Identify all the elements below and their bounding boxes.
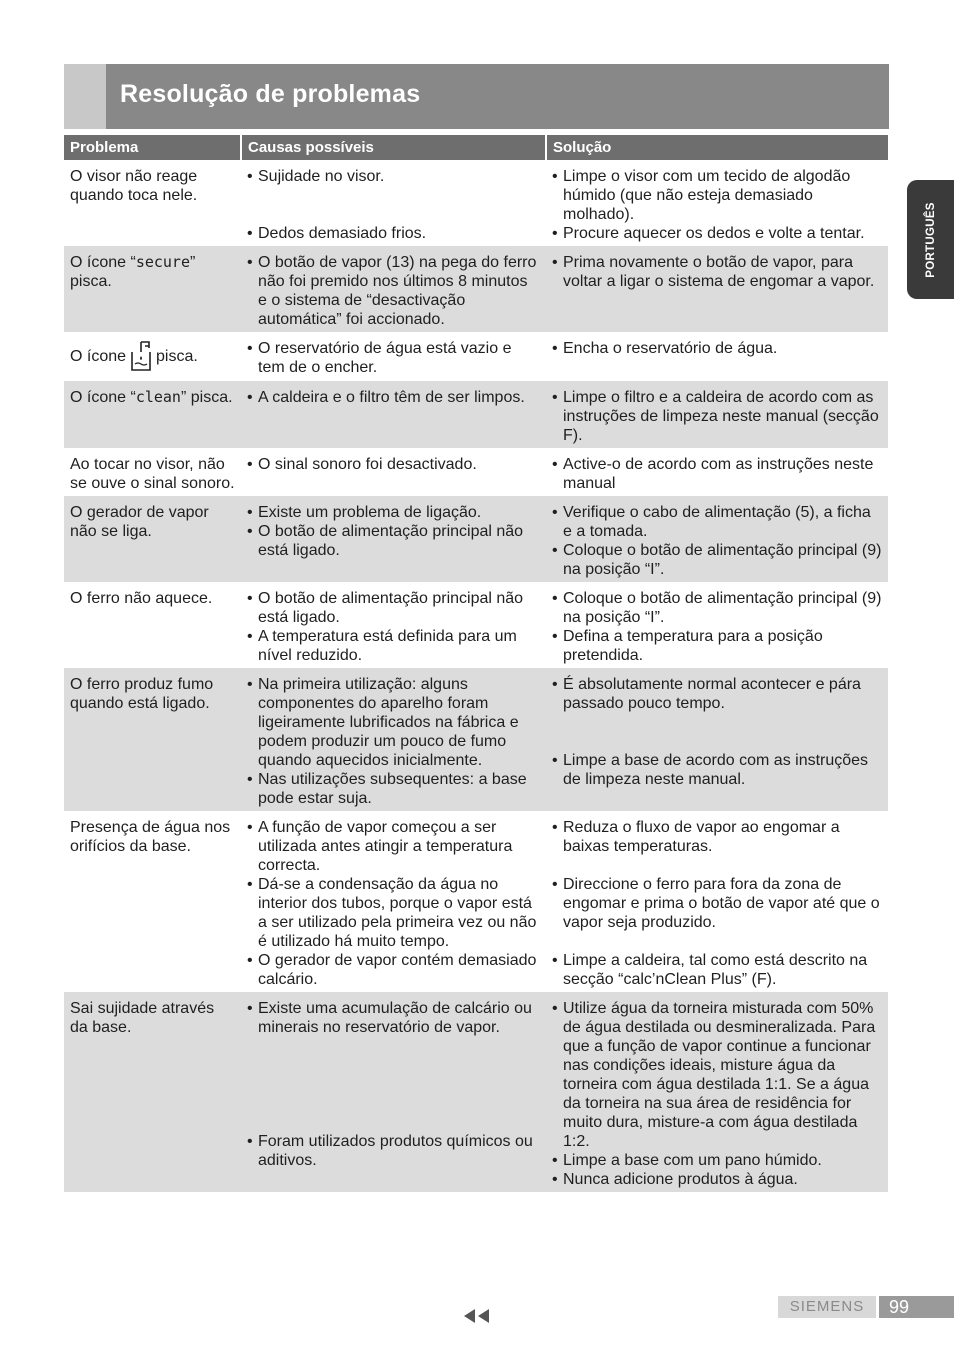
solution-item: • Nunca adicione produtos à água. <box>552 1171 798 1188</box>
solution-item: • Defina a temperatura para a posição pretendida. <box>552 628 823 664</box>
solution-cell <box>546 582 888 668</box>
back-arrows-icon[interactable] <box>463 1308 491 1329</box>
solution-item: • Direccione o ferro para fora da zona de engomar e prima o botão de vapor até que o vapor seja produzido. <box>552 876 880 931</box>
display-code-clean: clean <box>135 388 181 406</box>
section-header <box>64 64 889 129</box>
solution-cell <box>546 668 888 811</box>
cause-item: • Dedos demasiado frios. <box>247 225 427 242</box>
solution-item: • É absolutamente normal acontecer e pára passado pouco tempo. <box>552 676 861 712</box>
table-row <box>64 668 888 811</box>
problem-cell: O ferro produz fumo quando está ligado. <box>64 668 241 811</box>
solution-cell <box>546 246 888 332</box>
table-header-row <box>64 135 888 160</box>
page-title: Resolução de problemas <box>120 80 421 108</box>
problem-cell: O ícone pisca. <box>64 332 241 381</box>
causes-cell <box>241 332 546 381</box>
causes-cell <box>241 160 546 246</box>
cause-item: • O sinal sonoro foi desactivado. <box>247 456 477 473</box>
column-header-causes: Causas possíveis <box>241 135 546 160</box>
cause-item: • O botão de alimentação principal não está ligado. <box>247 523 524 559</box>
problem-cell: O visor não reage quando toca nele. <box>70 168 198 204</box>
display-code-secure: secure <box>135 253 190 271</box>
cause-item: • Nas utilizações subsequentes: a base pode estar suja. <box>247 771 527 807</box>
solution-item: • Verifique o cabo de alimentação (5), a ficha e a tomada. <box>552 504 871 540</box>
cause-item: • Existe um problema de ligação. <box>247 504 482 521</box>
solution-cell <box>546 381 888 448</box>
solution-cell <box>546 811 888 992</box>
solution-item: • Encha o reservatório de água. <box>552 340 778 357</box>
problem-cell: O ferro não aquece. <box>70 590 213 607</box>
water-tank-icon <box>129 339 153 378</box>
problem-cell: O ícone “secure” pisca. <box>64 246 241 332</box>
column-header-problem: Problema <box>64 135 241 160</box>
solution-item: • Reduza o fluxo de vapor ao engomar a baixas temperaturas. <box>552 819 840 855</box>
cause-item: • Dá-se a condensação da água no interior dos tubos, porque o vapor está a ser utilizado pela primeira vez ou não é utilizado há muito tempo. <box>247 876 537 950</box>
causes-cell <box>241 992 546 1192</box>
problem-cell: O ícone “clean” pisca. <box>64 381 241 448</box>
cause-item: • O gerador de vapor contém demasiado calcário. <box>247 952 537 988</box>
table-row <box>64 381 888 448</box>
table-row <box>64 992 888 1192</box>
troubleshooting-table <box>64 135 888 1192</box>
causes-cell <box>241 582 546 668</box>
cause-item: • A função de vapor começou a ser utilizada antes atingir a temperatura correcta. <box>247 819 513 874</box>
column-header-solution: Solução <box>546 135 888 160</box>
problem-cell: Presença de água nos orifícios da base. <box>70 819 231 855</box>
page-number: 99 <box>879 1296 954 1318</box>
cause-item: • O botão de vapor (13) na pega do ferro não foi premido nos últimos 8 minutos e o sistema de “desactivação automática” foi accionado. <box>247 254 537 328</box>
problem-cell: Ao tocar no visor, não se ouve o sinal sonoro. <box>70 456 235 492</box>
solution-item: • Limpe a caldeira, tal como está descrito na secção “calc’nClean Plus” (F). <box>552 952 868 988</box>
solution-item: • Procure aquecer os dedos e volte a tentar. <box>552 225 865 242</box>
solution-item: • Prima novamente o botão de vapor, para voltar a ligar o sistema de engomar a vapor. <box>552 254 875 290</box>
problem-cell: O gerador de vapor não se liga. <box>64 496 241 582</box>
solution-item: • Limpe a base de acordo com as instruções de limpeza neste manual. <box>552 752 869 788</box>
solution-item: • Active-o de acordo com as instruções neste manual <box>552 456 874 492</box>
causes-cell <box>241 668 546 811</box>
language-tab[interactable] <box>907 180 954 299</box>
language-tab-label: PORTUGUÊS <box>924 201 937 278</box>
causes-cell <box>241 811 546 992</box>
cause-item: • O reservatório de água está vazio e tem de o encher. <box>247 340 512 376</box>
solution-cell <box>546 332 888 381</box>
cause-item: • O botão de alimentação principal não está ligado. <box>247 590 524 626</box>
table-row <box>64 811 888 992</box>
table-row <box>64 246 888 332</box>
table-row <box>64 496 888 582</box>
causes-cell <box>241 448 546 496</box>
cause-item: • A caldeira e o filtro têm de ser limpos. <box>247 389 525 406</box>
problem-cell: Sai sujidade através da base. <box>64 992 241 1192</box>
cause-item: • Na primeira utilização: alguns componentes do aparelho foram ligeiramente lubrificados na fábrica e podem produzir um pouco de fumo quando aquecidos inicialmente. <box>247 676 519 769</box>
solution-item: • Limpe o visor com um tecido de algodão húmido (que não esteja demasiado molhado). <box>552 168 851 223</box>
cause-item: • A temperatura está definida para um nível reduzido. <box>247 628 517 664</box>
header-tab-accent <box>64 64 106 129</box>
cause-item: • Foram utilizados produtos químicos ou aditivos. <box>247 1133 533 1169</box>
causes-cell <box>241 246 546 332</box>
table-row <box>64 448 888 496</box>
solution-item: • Coloque o botão de alimentação principal (9) na posição “I”. <box>552 542 882 578</box>
causes-cell <box>241 496 546 582</box>
table-row <box>64 160 888 246</box>
solution-item: • Utilize água da torneira misturada com 50% de água destilada ou desmineralizada. Para que a função de vapor continue a funcionar nas condições ideais, misture água da torneira com água destilada 1:1. Se a água da torneira na sua área de residência for muito dura, misture-a com água destilada 1:2. <box>552 1000 876 1150</box>
brand-label: SIEMENS <box>778 1296 876 1318</box>
solution-item: • Limpe a base com um pano húmido. <box>552 1152 822 1169</box>
solution-cell <box>546 448 888 496</box>
solution-cell <box>546 160 888 246</box>
cause-item: • Existe uma acumulação de calcário ou minerais no reservatório de vapor. <box>247 1000 532 1036</box>
solution-cell <box>546 496 888 582</box>
cause-item: • Sujidade no visor. <box>247 168 385 185</box>
causes-cell <box>241 381 546 448</box>
solution-item: • Limpe o filtro e a caldeira de acordo com as instruções de limpeza neste manual (secção F). <box>552 389 879 444</box>
table-row <box>64 332 888 381</box>
solution-cell <box>546 992 888 1192</box>
table-row <box>64 582 888 668</box>
solution-item: • Coloque o botão de alimentação principal (9) na posição “I”. <box>552 590 882 626</box>
